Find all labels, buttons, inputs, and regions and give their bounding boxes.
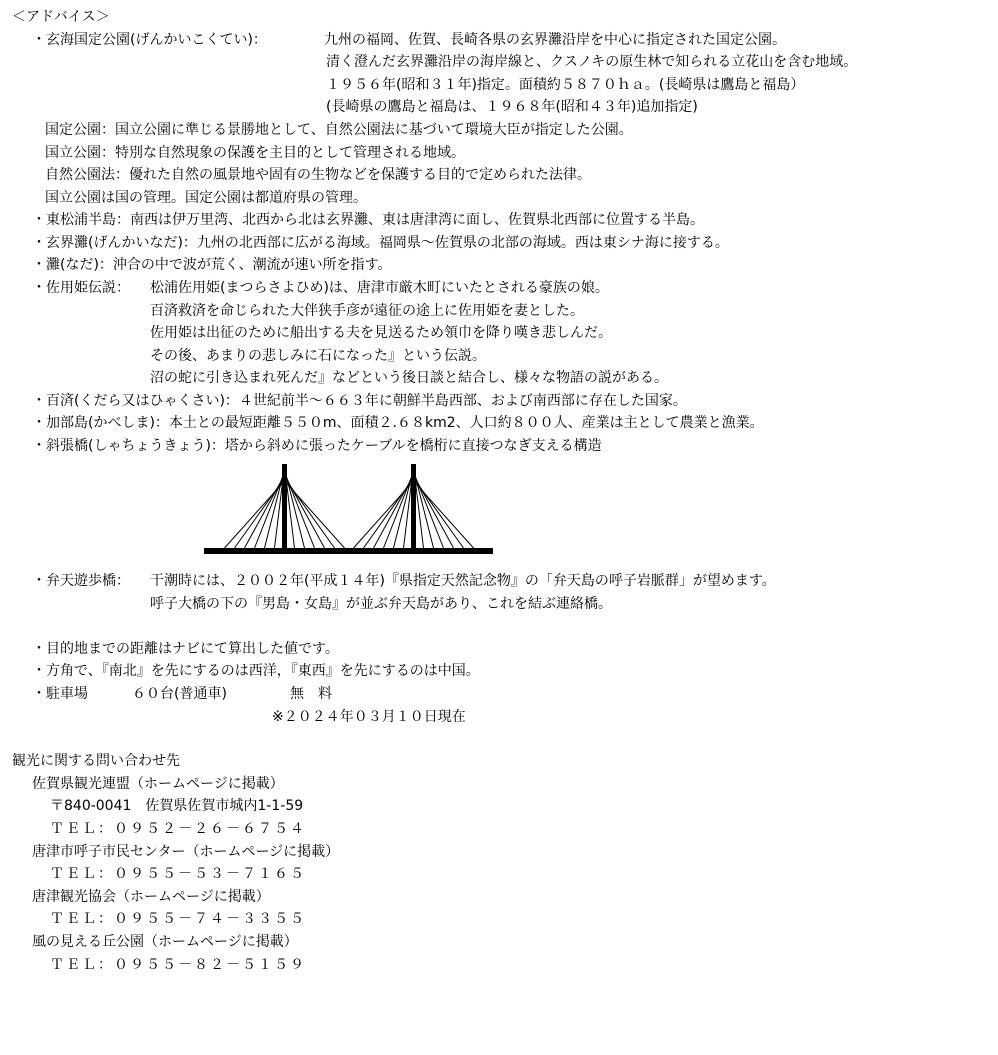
parking-label: ・駐車場 [32, 686, 88, 702]
karatsu-association-name: 唐津観光協会（ホームページに掲載） [32, 889, 270, 905]
shachokyo-note: ・斜張橋(しゃちょうきょう)：塔から斜めに張ったケーブルを橋桁に直接つなぎ支える構造 [32, 438, 602, 454]
nada-note: ・灘(なだ)：沖合の中で波が荒く、潮流が速い所を指す。 [32, 257, 392, 273]
genkainada-note: ・玄界灘(げんかいなだ)：九州の北西部に広がる海域。福岡県〜佐賀県の北部の海域。西は東シナ海に接する。 [32, 235, 729, 251]
yobuko-center-name: 唐津市呼子市民センター（ホームページに掲載） [32, 844, 340, 860]
saga-federation-name: 佐賀県観光連盟（ホームページに掲載） [32, 776, 284, 792]
kaze-park-name: 風の見える丘公園（ホームページに掲載） [32, 934, 298, 950]
sayohime-line-5: 沼の蛇に引き込まれ死んだ』などという後日談と結合し、様々な物語の説がある。 [150, 370, 668, 386]
bridge-cable [235, 478, 285, 548]
bridge-tower-right [411, 464, 416, 552]
higashimatsuura-note: ・東松浦半島：南西は伊万里湾、北西から北は玄界灘、東は唐津湾に面し、佐賀県北西部に位置する半島。 [32, 212, 704, 228]
karatsu-association-tel: ＴＥＬ：０９５５－７４－３３５５ [50, 911, 306, 927]
yobuko-center-tel: ＴＥＬ：０９５５－５３－７１６５ [50, 866, 306, 882]
sayohime-line-4: その後、あまりの悲しみに石になった』という伝説。 [150, 348, 486, 364]
genkai-label: ・玄海国定公園(げんかいこくてい)： [32, 32, 267, 48]
bridge-cable [285, 478, 335, 548]
bridge-tower-left [282, 464, 287, 552]
saga-federation-tel: ＴＥＬ：０９５２－２６－６７５４ [50, 821, 306, 837]
genkai-line-4: (長崎県の鷹島と福島は、１９６８年(昭和４３年)追加指定) [326, 99, 698, 115]
cable-stayed-bridge-icon [200, 460, 500, 560]
genkai-line-2: 清く澄んだ玄界灘沿岸の海岸線と、クスノキの原生林で知られる立花山を含む地域。 [326, 54, 858, 70]
as-of-date: ※２０２４年０３月１０日現在 [272, 709, 466, 725]
kabeshima-note: ・加部島(かべしま)：本土との最短距離５５０m、面積２.６８km2、人口約８００人、産業は主として農業と漁業。 [32, 415, 764, 431]
sayohime-line-3: 佐用姫は出征のために船出する夫を見送るため領巾を降り嘆き悲しんだ。 [150, 325, 612, 341]
bridge-deck [204, 548, 493, 554]
def-kokuritsu: 国立公園：特別な自然現象の保護を主目的として管理される地域。 [45, 145, 465, 161]
kudara-note: ・百済(くだら又はひゃくさい)：４世紀前半〜６６３年に朝鮮半島西部、および南西部に存在した国家。 [32, 393, 687, 409]
advice-heading: ＜アドバイス＞ [12, 9, 110, 25]
sayohime-label: ・佐用姫伝説： [32, 280, 130, 296]
benten-line-2: 呼子大橋の下の『男島・女島』が並ぶ弁天島があり、これを結ぶ連絡橋。 [150, 596, 612, 612]
parking-fee: 無 料 [290, 686, 332, 702]
contacts-heading: 観光に関する問い合わせ先 [12, 753, 180, 769]
genkai-line-1: 九州の福岡、佐賀、長崎各県の玄界灘沿岸を中心に指定された国定公園。 [324, 32, 786, 48]
def-management: 国立公園は国の管理。国定公園は都道府県の管理。 [45, 190, 367, 206]
def-shizenkoen-ho: 自然公園法：優れた自然の風景地や固有の生物などを保護する目的で定められた法律。 [45, 167, 591, 183]
genkai-line-3: １９５６年(昭和３１年)指定。面積約５８７０ｈａ。(長崎県は鷹島と福島） [326, 77, 805, 93]
saga-federation-address: 〒840-0041 佐賀県佐賀市城内1-1-59 [50, 798, 304, 814]
direction-note: ・方角で、『南北』を先にするのは西洋，『東西』を先にするのは中国。 [32, 663, 480, 679]
bridge-cable [364, 478, 414, 548]
sayohime-line-2: 百済救済を命じられた大伴狭手彦が遠征の途上に佐用姫を妻とした。 [150, 303, 584, 319]
benten-label: ・弁天遊歩橋： [32, 573, 130, 589]
sayohime-line-1: 松浦佐用姫(まつらさよひめ)は、唐津市厳木町にいたとされる豪族の娘。 [150, 280, 609, 296]
kaze-park-tel: ＴＥＬ：０９５５－８２－５１５９ [50, 957, 306, 973]
bridge-cable [414, 478, 464, 548]
def-kokutei: 国定公園：国立公園に準じる景勝地として、自然公園法に基づいて環境大臣が指定した公園。 [45, 122, 633, 138]
parking-count: ６０台(普通車) [132, 686, 227, 702]
benten-line-1: 干潮時には、２００２年(平成１４年)『県指定天然記念物』の「弁天島の呼子岩脈群」が望めます。 [150, 573, 776, 589]
distance-note: ・目的地までの距離はナビにて算出した値です。 [32, 641, 339, 657]
